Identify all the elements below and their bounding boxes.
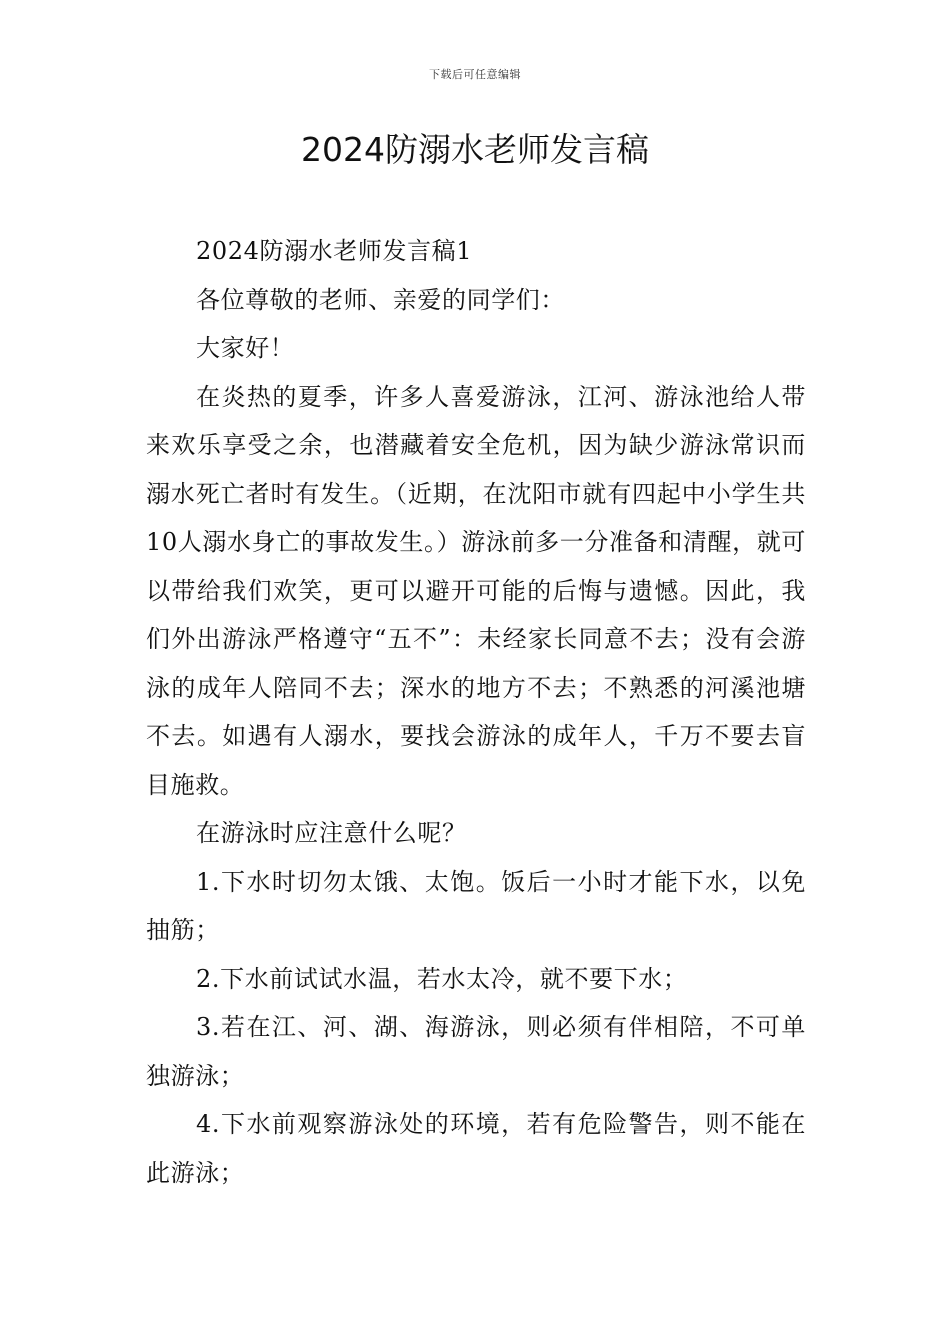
list-item-2: 2.下水前试试水温，若水太冷，就不要下水； xyxy=(196,964,688,993)
list-item-4: 4.下水前观察游泳处的环境，若有危险警告，则不能在此游泳； xyxy=(146,1110,806,1187)
document-body xyxy=(146,227,806,1197)
speech-subtitle: 2024防溺水老师发言稿1 xyxy=(196,237,473,265)
greeting: 大家好！ xyxy=(196,334,295,362)
intro-paragraph: 在炎热的夏季，许多人喜爱游泳，江河、游泳池给人带来欢乐享受之余，也潜藏着安全危机，因为缺少游泳常识而溺水死亡者时有发生。（近期，在沈阳市就有四起中小学生共10人溺水身亡的事故发生。）游泳前多一分准备和清醒，就可以带给我们欢笑，更可以避开可能的后悔与遗憾。因此，我们外出游泳严格遵守“五不”：未经家长同意不去；没有会游泳的成年人陪同不去；深水的地方不去；不熟悉的河溪池塘不去。如遇有人溺水，要找会游泳的成年人，千万不要去盲目施救。 xyxy=(146,382,806,799)
list-item-3: 3.若在江、河、湖、海游泳，则必须有伴相陪，不可单独游泳； xyxy=(146,1013,806,1090)
question-paragraph: 在游泳时应注意什么呢？ xyxy=(196,819,467,847)
salutation: 各位尊敬的老师、亲爱的同学们： xyxy=(196,285,565,314)
page-header-note: 下载后可任意编辑 xyxy=(429,68,521,81)
document-title: 2024防溺水老师发言稿 xyxy=(301,130,649,169)
list-item-1: 1.下水时切勿太饿、太饱。饭后一小时才能下水，以免抽筋； xyxy=(146,867,806,944)
